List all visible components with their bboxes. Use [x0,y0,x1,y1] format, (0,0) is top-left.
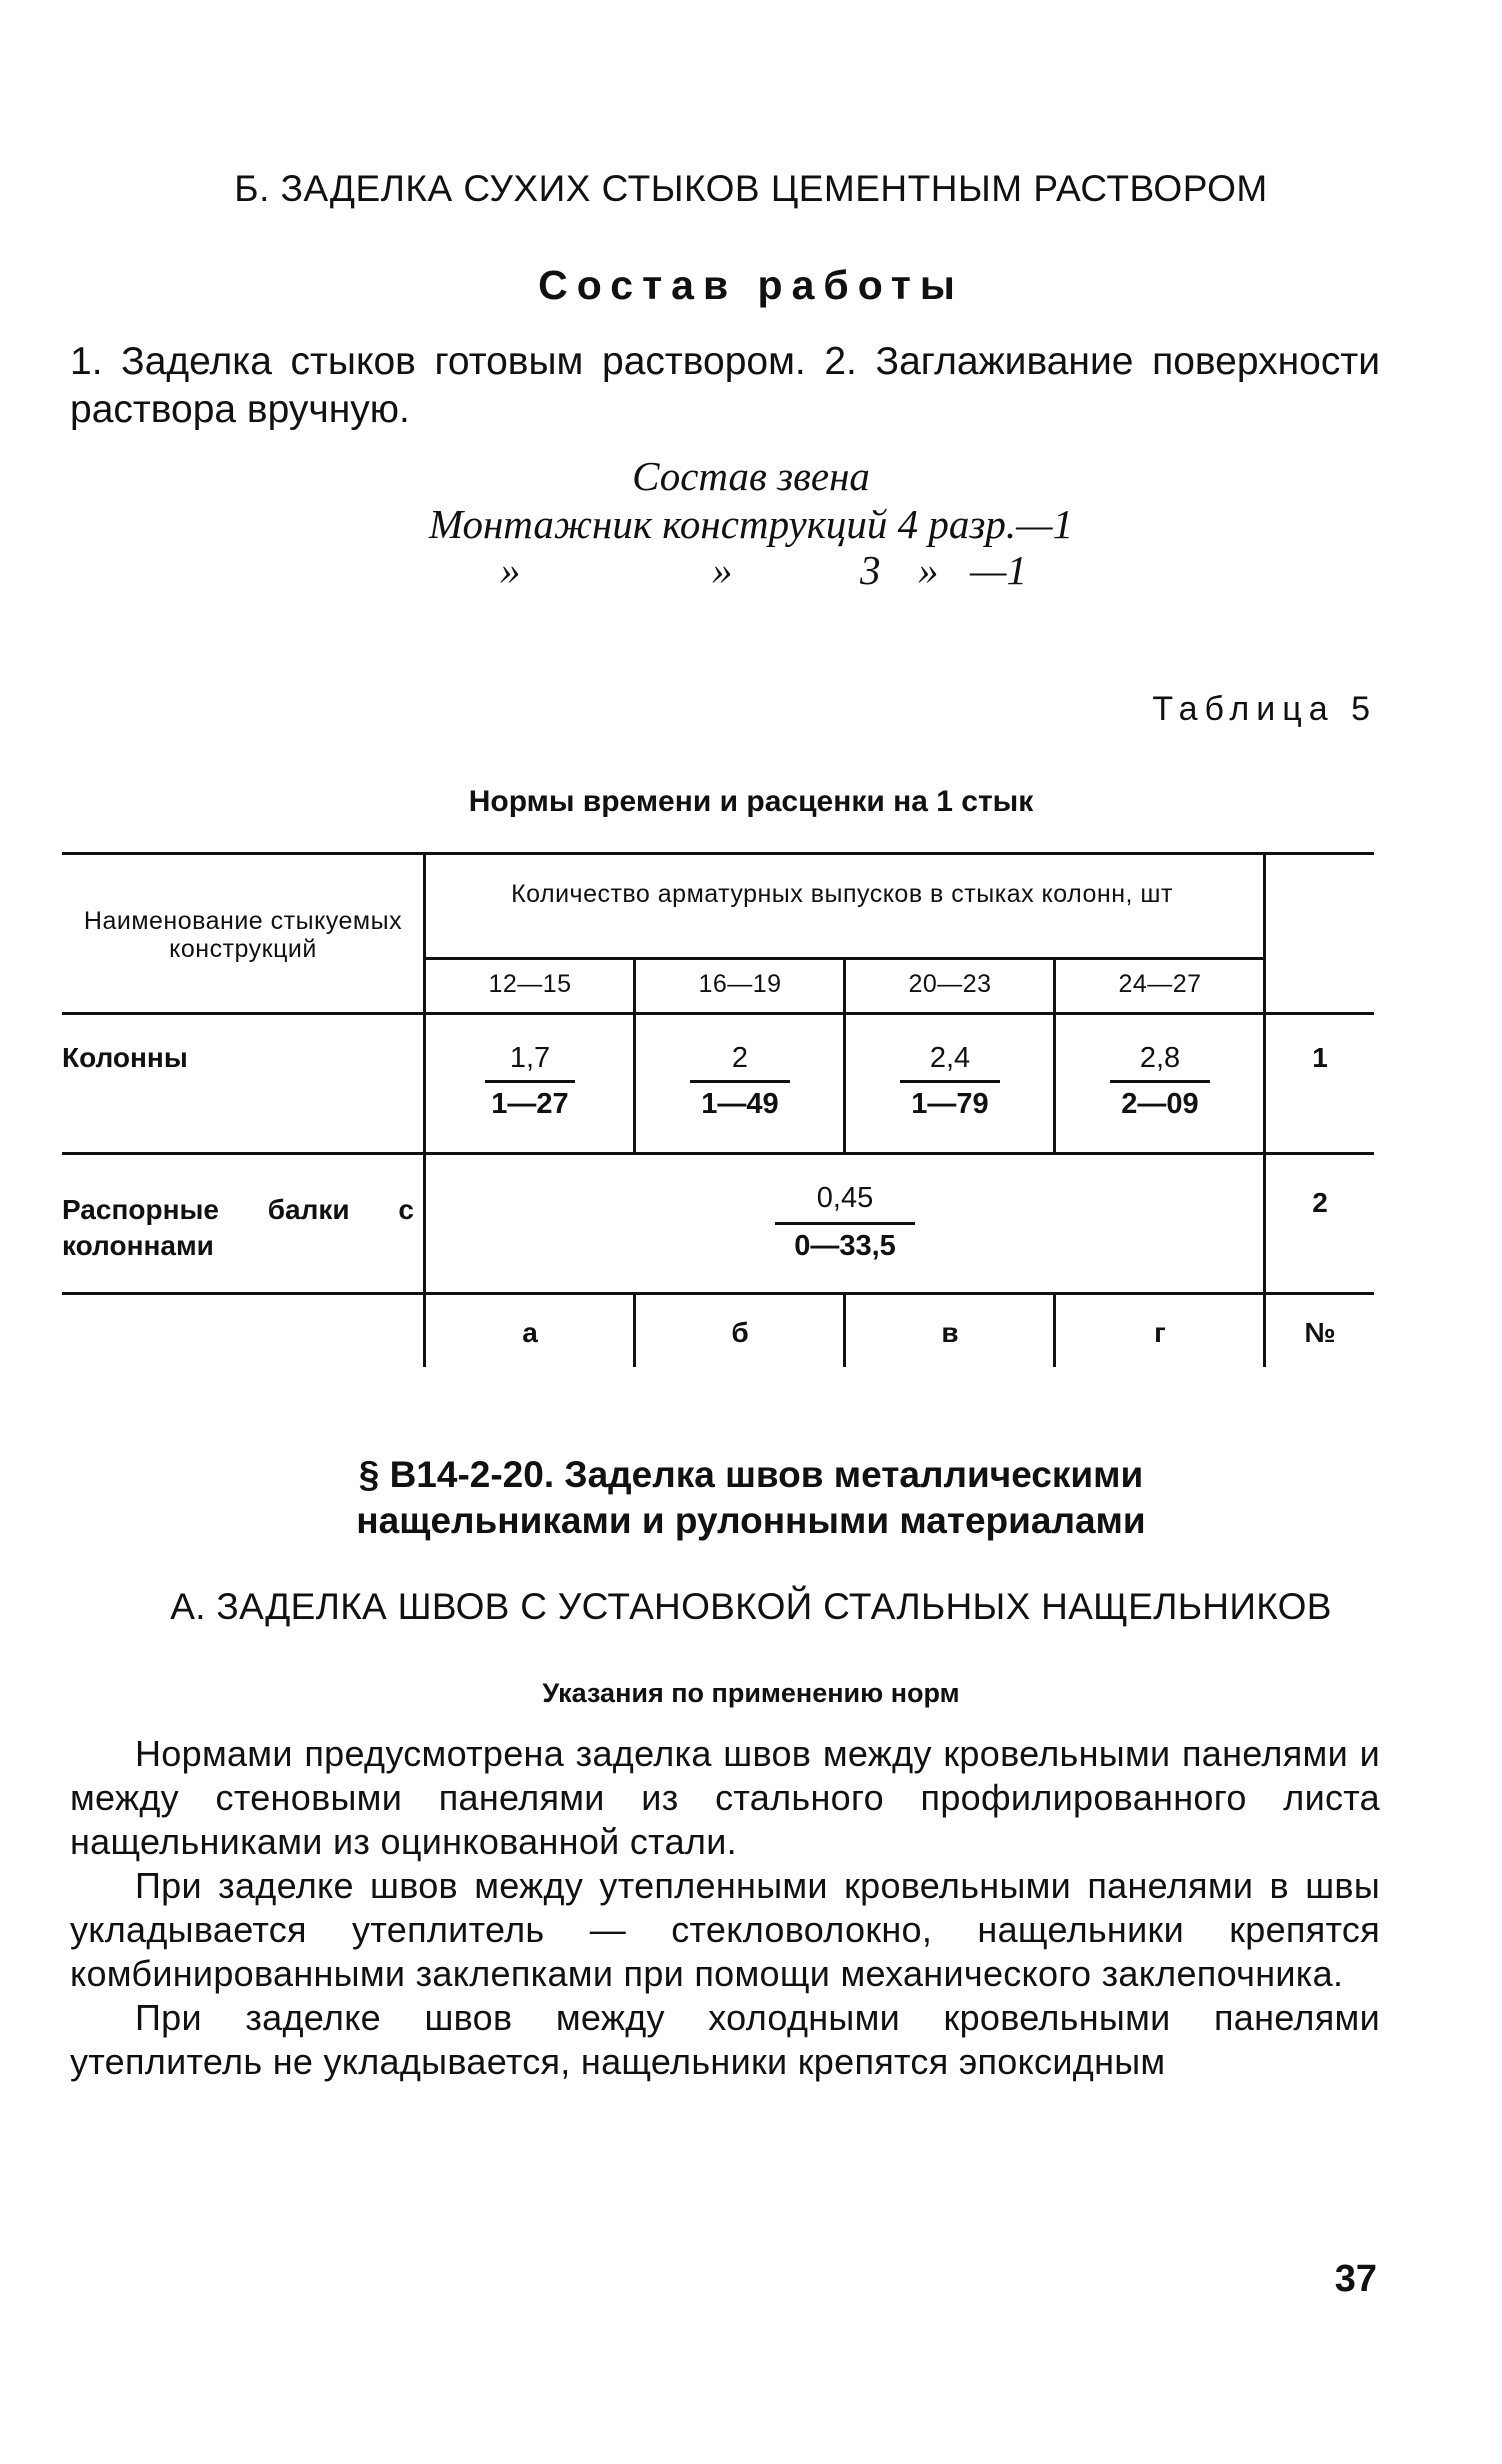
fraction-bar [775,1222,915,1225]
usage-instructions-heading: Указания по применению норм [542,1678,960,1708]
column-letter: № [1304,1317,1336,1348]
fraction-bottom: 1—27 [491,1088,569,1120]
fraction-top: 1,7 [509,1042,551,1074]
header-col: 20—23 [908,970,992,998]
table-rule [62,1292,1374,1295]
header-name: Наименование стыкуемых конструкций [83,907,403,963]
norms-table [62,852,1374,1367]
paragraph: При заделке швов между утепленными кровельными панелями в швы укладывается утеплитель — стекловолокно, нащельники крепятся комбинированными заклепками при помощи механического заклепочника. [70,1865,1380,1994]
crew-title: Состав звена [632,453,870,499]
fraction-top: 2,8 [1139,1042,1181,1074]
column-letter: в [941,1317,959,1348]
table-caption: Нормы времени и расценки на 1 стык [468,785,1034,818]
fraction-bottom: 2—09 [1121,1088,1199,1120]
fraction-cell-merged [426,1182,1264,1282]
row-name: Колонны [62,1042,188,1073]
fraction-cell [1056,1042,1264,1142]
fraction-bottom: 1—49 [701,1088,779,1120]
crew-grade: 3 [860,547,881,593]
fraction-bar [690,1080,790,1083]
header-col: 12—15 [488,970,572,998]
table-label: Таблица 5 [1152,690,1377,728]
paragraph: Нормами предусмотрена заделка швов между кровельными панелями и между стеновыми панелями из стального профилированного листа нащельниками из оцинкованной стали. [70,1733,1380,1862]
paragraph: При заделке швов между холодными кровельными панелями утеплитель не укладывается, нащельники крепятся эпоксидным [70,1997,1380,2082]
row-name: Распорные балки с колоннами [62,1194,414,1261]
page-number: 37 [1334,2258,1377,2300]
ditto-mark: » [500,547,521,593]
column-letter: б [731,1317,749,1348]
table-rule [62,1152,1374,1155]
fraction-bar [485,1080,575,1083]
header-group: Количество арматурных выпусков в стыках колонн, шт [511,880,1173,908]
header-col: 16—19 [698,970,782,998]
crew-count: —1 [970,547,1027,593]
fraction-cell [846,1042,1054,1142]
fraction-bottom: 1—79 [911,1088,989,1120]
crew-line-1: Монтажник конструкций 4 разр.—1 [428,501,1074,547]
table-rule [62,852,1374,855]
fraction-top: 0,45 [816,1182,874,1214]
fraction-bar [1110,1080,1210,1083]
section-title-text: § В14-2-20. Заделка швов металлическими нащельниками и рулонными материалами [356,1454,1146,1541]
section-b-heading: Б. ЗАДЕЛКА СУХИХ СТЫКОВ ЦЕМЕНТНЫМ РАСТВОРОМ [234,168,1268,209]
column-letter: г [1154,1317,1166,1348]
work-composition-text: 1. Заделка стыков готовым раствором. 2. Заглаживание поверхности раствора вручную. [70,340,1380,431]
row-number: 2 [1312,1187,1328,1218]
row-number: 1 [1312,1042,1328,1073]
section-a-heading: А. ЗАДЕЛКА ШВОВ С УСТАНОВКОЙ СТАЛЬНЫХ НАЩЕЛЬНИКОВ [170,1586,1332,1627]
fraction-top: 2,4 [929,1042,971,1074]
table-rule [62,1012,1374,1015]
fraction-cell [426,1042,634,1142]
column-letter: а [522,1317,538,1348]
header-col: 24—27 [1118,970,1202,998]
work-composition-title: Состав работы [538,262,964,308]
ditto-mark: » [918,547,939,593]
fraction-top: 2 [731,1042,749,1074]
section-title [0,1452,1502,1544]
fraction-bottom: 0—33,5 [794,1230,896,1262]
crew-line-2 [500,546,1120,594]
fraction-bar [900,1080,1000,1083]
body-text [70,1732,1380,2084]
fraction-cell [636,1042,844,1142]
ditto-mark: » [712,547,733,593]
